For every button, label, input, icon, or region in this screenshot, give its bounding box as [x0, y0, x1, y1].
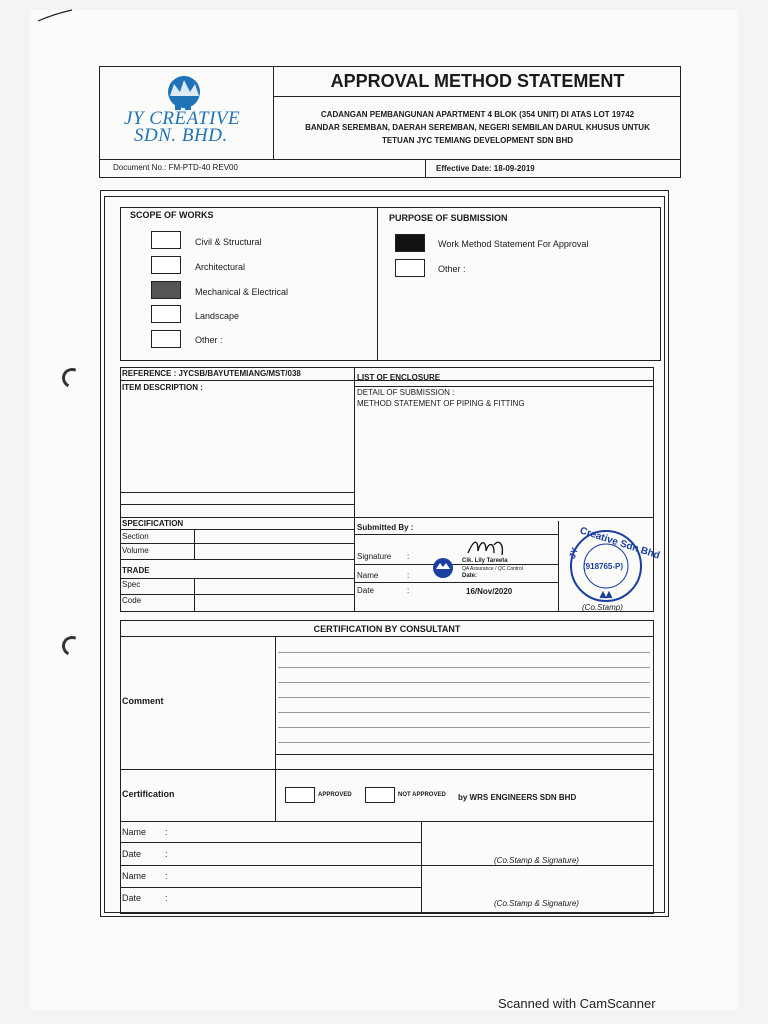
signature-stamp-line1: Cik. Lily Tareeta: [462, 558, 508, 564]
submitted-by-label: Submitted By :: [357, 523, 414, 532]
scope-label-architectural: Architectural: [195, 262, 246, 272]
signature-label: Signature: [357, 552, 392, 561]
scope-checkbox-civil[interactable]: [151, 231, 181, 249]
name-colon: :: [407, 571, 410, 580]
purpose-checkbox-other[interactable]: [395, 259, 425, 277]
company-stamp-text: Creative Sdn Bhd: [578, 525, 662, 562]
purpose-label-other: Other :: [438, 264, 466, 274]
consultant-row4-colon: :: [165, 893, 168, 903]
project-line-3: TETUAN JYC TEMIANG DEVELOPMENT SDN BHD: [381, 136, 574, 145]
scope-title: SCOPE OF WORKS: [130, 210, 214, 220]
signature-stamp-line2: QA Assurance / QC Control: [462, 566, 523, 572]
consultant-name: by WRS ENGINEERS SDN BHD: [458, 793, 577, 802]
item-description-label: ITEM DESCRIPTION :: [122, 383, 203, 392]
scope-checkbox-architectural[interactable]: [151, 256, 181, 274]
company-name-line2: SDN. BHD.: [134, 125, 228, 146]
scope-checkbox-mechanical[interactable]: [151, 281, 181, 299]
scope-checkbox-landscape[interactable]: [151, 305, 181, 323]
scope-label-other: Other :: [195, 335, 223, 345]
project-line-2: BANDAR SEREMBAN, DAERAH SEREMBAN, NEGERI SEMBILAN DARUL KHUSUS UNTUK: [305, 123, 650, 132]
signature-stamp-line3: Date:: [462, 573, 478, 579]
co-stamp-signature-1: (Co.Stamp & Signature): [494, 856, 579, 865]
scope-label-landscape: Landscape: [195, 311, 240, 321]
spec-label: Spec: [122, 580, 141, 589]
purpose-title: PURPOSE OF SUBMISSION: [389, 213, 508, 223]
comment-label: Comment: [122, 696, 164, 706]
project-line-1: CADANGAN PEMBANGUNAN APARTMENT 4 BLOK (354 UNIT) DI ATAS LOT 19742: [320, 110, 635, 119]
not-approved-label: NOT APPROVED: [398, 792, 446, 798]
detail-of-submission-value: METHOD STATEMENT OF PIPING & FITTING: [357, 399, 525, 408]
effective-date: Effective Date: 18-09-2019: [436, 164, 535, 173]
scope-checkbox-other[interactable]: [151, 330, 181, 348]
consultant-row2-label: Date: [122, 849, 142, 859]
purpose-checkbox-wms[interactable]: [395, 234, 425, 252]
consultant-row1-label: Name: [122, 827, 147, 837]
document-number: Document No.: FM-PTD-40 REV00: [113, 163, 238, 172]
co-stamp-label: (Co.Stamp): [582, 603, 623, 612]
company-name-line1: JY CREATIVE: [124, 108, 241, 129]
list-of-enclosure: LIST OF ENCLOSURE: [357, 373, 441, 382]
volume-label: Volume: [122, 546, 149, 555]
consultant-row3-label: Name: [122, 871, 147, 881]
certification-label: Certification: [122, 789, 175, 799]
purpose-label-wms: Work Method Statement For Approval: [438, 239, 589, 249]
pen-mark: [36, 8, 76, 29]
consultant-row1-colon: :: [165, 827, 168, 837]
detail-of-submission-label: DETAIL OF SUBMISSION :: [357, 388, 455, 397]
code-label: Code: [122, 596, 142, 605]
date-colon: :: [407, 586, 410, 595]
consultant-row3-colon: :: [165, 871, 168, 881]
co-stamp-signature-2: (Co.Stamp & Signature): [494, 899, 579, 908]
consultant-row2-colon: :: [165, 849, 168, 859]
certification-title: CERTIFICATION BY CONSULTANT: [313, 624, 461, 634]
approved-label: APPROVED: [318, 792, 352, 798]
signature-colon: :: [407, 552, 410, 561]
name-label: Name: [357, 571, 379, 580]
scope-label-mechanical: Mechanical & Electrical: [195, 287, 289, 297]
specification-title: SPECIFICATION: [122, 519, 184, 528]
company-stamp-number: (918765-P): [583, 562, 624, 571]
trade-label: TRADE: [122, 566, 150, 575]
approved-checkbox[interactable]: [285, 787, 315, 803]
date-label: Date: [357, 586, 374, 595]
consultant-row4-label: Date: [122, 893, 142, 903]
signature-stamp-logo-icon: [430, 557, 456, 584]
page-title: APPROVAL METHOD STATEMENT: [330, 71, 625, 91]
company-logo-letters: JY: [175, 94, 191, 109]
scanner-watermark: Scanned with CamScanner: [498, 996, 656, 1011]
not-approved-checkbox[interactable]: [365, 787, 395, 803]
reference-label: REFERENCE : JYCSB/BAYUTEMIANG/MST/038: [122, 369, 301, 378]
scope-label-civil: Civil & Structural: [195, 237, 262, 247]
section-label: Section: [122, 532, 149, 541]
company-stamp-prefix: JY: [566, 546, 581, 560]
date-value: 16/Nov/2020: [466, 587, 513, 596]
certification-block: [120, 620, 654, 914]
